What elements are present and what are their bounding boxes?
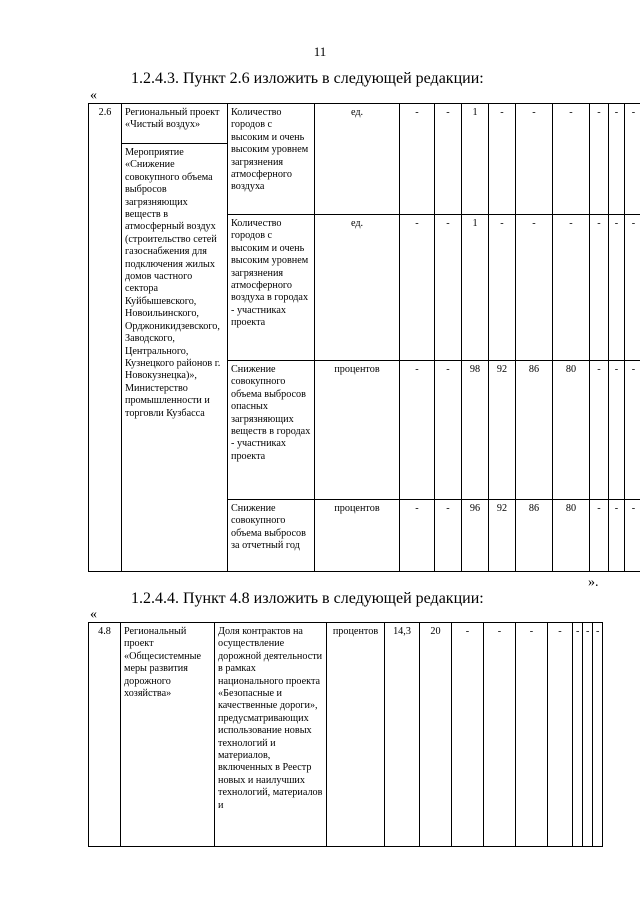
value-cell: - [516, 623, 548, 847]
item-number: 2.6 [89, 104, 122, 572]
value-cell: - [625, 104, 640, 215]
value-cell: - [625, 215, 640, 361]
value-cell: - [400, 500, 435, 572]
value-cell: - [553, 104, 590, 215]
value-cell: - [573, 623, 583, 847]
item-number: 4.8 [89, 623, 121, 847]
value-cell: 80 [553, 361, 590, 500]
indicator-cell: Снижение совокупного объема выбросов опасных загрязняющих веществ в городах - участниках проекта [228, 361, 315, 500]
value-cell: 96 [462, 500, 489, 572]
value-cell: - [590, 500, 609, 572]
value-cell: - [625, 361, 640, 500]
value-cell: 92 [489, 361, 516, 500]
value-cell: - [400, 104, 435, 215]
value-cell: 1 [462, 104, 489, 215]
page-number: 11 [313, 44, 327, 59]
value-cell: - [583, 623, 593, 847]
indicator-cell: Доля контрактов на осуществление дорожной деятельности в рамках национального проекта «Безопасные и качественные дороги», предусматривающих использование новых технологий и материалов, включенных в Реестр новых и наилучших технологий, материалов и [215, 623, 327, 847]
unit-cell: процентов [315, 361, 400, 500]
value-cell: - [516, 104, 553, 215]
value-cell: - [609, 500, 625, 572]
value-cell: - [609, 104, 625, 215]
value-cell: - [489, 104, 516, 215]
value-cell: - [548, 623, 573, 847]
section-heading-4-8: 1.2.4.4. Пункт 4.8 изложить в следующей редакции: [131, 590, 484, 607]
value-cell: - [400, 215, 435, 361]
unit-cell: процентов [315, 500, 400, 572]
unit-cell: ед. [315, 215, 400, 361]
value-cell: - [609, 215, 625, 361]
value-cell: - [489, 215, 516, 361]
value-cell: - [435, 500, 462, 572]
value-cell: 98 [462, 361, 489, 500]
indicator-cell: Количество городов с высоким и очень высоким уровнем загрязнения атмосферного воздуха в городах - участниках проекта [228, 215, 315, 361]
project-name: Региональный проект «Чистый воздух» [122, 104, 228, 144]
open-quote-2: « [90, 607, 97, 622]
value-cell: 14,3 [385, 623, 420, 847]
value-cell: - [590, 104, 609, 215]
table-item-4-8 [88, 622, 603, 847]
value-cell: - [593, 623, 603, 847]
indicator-cell: Количество городов с высоким и очень высоким уровнем загрязнения атмосферного воздуха [228, 104, 315, 215]
value-cell: - [516, 215, 553, 361]
value-cell: 80 [553, 500, 590, 572]
value-cell: 86 [516, 500, 553, 572]
value-cell: - [435, 104, 462, 215]
indicator-cell: Снижение совокупного объема выбросов за отчетный год [228, 500, 315, 572]
value-cell: - [435, 361, 462, 500]
value-cell: - [590, 361, 609, 500]
value-cell: 86 [516, 361, 553, 500]
measure-description: Мероприятие «Снижение совокупного объема выбросов загрязняющих веществ в атмосферный воздух (строительство сетей газоснабжения для подключения жилых домов частного сектора Куйбышевского, Новоильинского, Орджоникидзевского, Заводского, Центрального, Кузнецкого районов г. Новокузнецка)», Министерство промышленности и торговли Кузбасса [122, 144, 228, 572]
value-cell: 20 [420, 623, 452, 847]
unit-cell: ед. [315, 104, 400, 215]
value-cell: - [484, 623, 516, 847]
section-heading-2-6: 1.2.4.3. Пункт 2.6 изложить в следующей редакции: [131, 70, 484, 87]
unit-cell: процентов [327, 623, 385, 847]
value-cell: - [609, 361, 625, 500]
project-name: Региональный проект «Общесистемные меры развития дорожного хозяйства» [121, 623, 215, 847]
value-cell: - [553, 215, 590, 361]
table-item-2-6 [88, 103, 640, 572]
value-cell: - [452, 623, 484, 847]
value-cell: - [400, 361, 435, 500]
value-cell: 92 [489, 500, 516, 572]
value-cell: - [435, 215, 462, 361]
close-quote: ». [588, 575, 599, 590]
value-cell: - [625, 500, 640, 572]
value-cell: 1 [462, 215, 489, 361]
value-cell: - [590, 215, 609, 361]
open-quote: « [90, 88, 97, 103]
